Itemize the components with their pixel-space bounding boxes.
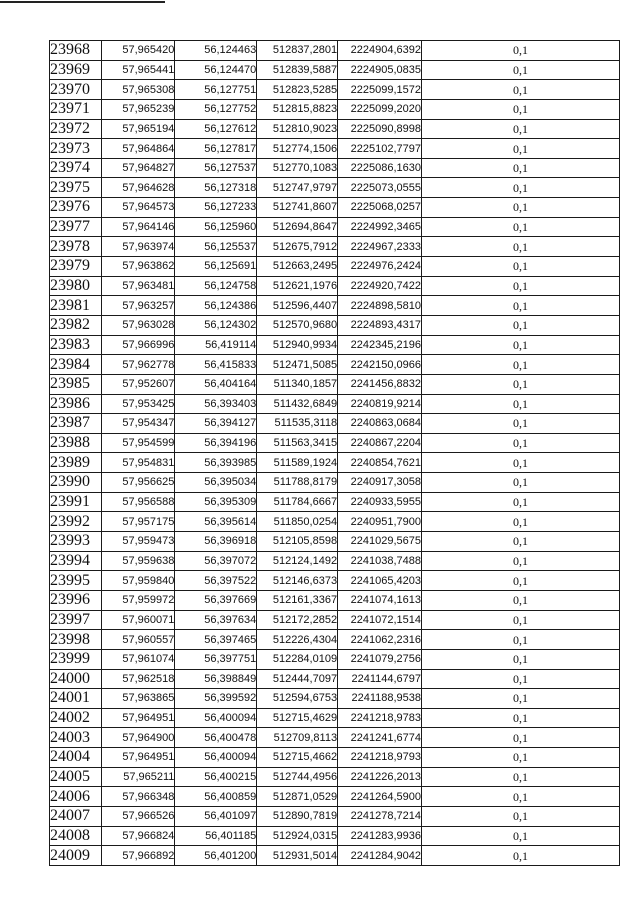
table-row xyxy=(50,551,620,571)
y-coordinate-cell: 2241079,2756 xyxy=(338,649,422,669)
x-coordinate-cell: 512741,8607 xyxy=(257,198,338,218)
latitude-cell: 57,962518 xyxy=(101,669,175,689)
table-row xyxy=(50,512,620,532)
x-coordinate-cell: 512744,4956 xyxy=(257,767,338,787)
y-coordinate-cell: 2240819,9214 xyxy=(338,394,422,414)
table-row xyxy=(50,217,620,237)
table-row xyxy=(50,414,620,434)
longitude-cell: 56,399592 xyxy=(175,689,257,709)
longitude-cell: 56,127752 xyxy=(175,99,257,119)
latitude-cell: 57,964573 xyxy=(101,198,175,218)
longitude-cell: 56,397751 xyxy=(175,649,257,669)
tolerance-cell: 0,1 xyxy=(422,335,620,355)
latitude-cell: 57,963028 xyxy=(101,315,175,335)
longitude-cell: 56,394196 xyxy=(175,433,257,453)
latitude-cell: 57,964900 xyxy=(101,728,175,748)
y-coordinate-cell: 2240867,2204 xyxy=(338,433,422,453)
tolerance-cell: 0,1 xyxy=(422,551,620,571)
tolerance-cell: 0,1 xyxy=(422,846,620,866)
longitude-cell: 56,415833 xyxy=(175,355,257,375)
longitude-cell: 56,400215 xyxy=(175,767,257,787)
x-coordinate-cell: 512890,7819 xyxy=(257,806,338,826)
tolerance-cell: 0,1 xyxy=(422,610,620,630)
table-row xyxy=(50,610,620,630)
longitude-cell: 56,401200 xyxy=(175,846,257,866)
latitude-cell: 57,959972 xyxy=(101,590,175,610)
table-row xyxy=(50,80,620,100)
tolerance-cell: 0,1 xyxy=(422,433,620,453)
longitude-cell: 56,124386 xyxy=(175,296,257,316)
tolerance-cell: 0,1 xyxy=(422,296,620,316)
longitude-cell: 56,397072 xyxy=(175,551,257,571)
point-number-cell: 23990 xyxy=(50,473,102,493)
latitude-cell: 57,965194 xyxy=(101,119,175,139)
y-coordinate-cell: 2225099,2020 xyxy=(338,99,422,119)
point-number-cell: 23994 xyxy=(50,551,102,571)
point-number-cell: 23976 xyxy=(50,198,102,218)
y-coordinate-cell: 2241218,9793 xyxy=(338,748,422,768)
x-coordinate-cell: 511788,8179 xyxy=(257,473,338,493)
table-row xyxy=(50,433,620,453)
longitude-cell: 56,400094 xyxy=(175,748,257,768)
latitude-cell: 57,961074 xyxy=(101,649,175,669)
x-coordinate-cell: 512810,9023 xyxy=(257,119,338,139)
y-coordinate-cell: 2240933,5955 xyxy=(338,492,422,512)
longitude-cell: 56,401185 xyxy=(175,826,257,846)
point-number-cell: 23984 xyxy=(50,355,102,375)
longitude-cell: 56,127233 xyxy=(175,198,257,218)
latitude-cell: 57,957175 xyxy=(101,512,175,532)
y-coordinate-cell: 2225090,8998 xyxy=(338,119,422,139)
longitude-cell: 56,127612 xyxy=(175,119,257,139)
table-row xyxy=(50,355,620,375)
table-row xyxy=(50,669,620,689)
latitude-cell: 57,965239 xyxy=(101,99,175,119)
y-coordinate-cell: 2224893,4317 xyxy=(338,315,422,335)
tolerance-cell: 0,1 xyxy=(422,355,620,375)
x-coordinate-cell: 512146,6373 xyxy=(257,571,338,591)
table-row xyxy=(50,374,620,394)
longitude-cell: 56,396918 xyxy=(175,532,257,552)
table-row xyxy=(50,630,620,650)
longitude-cell: 56,400094 xyxy=(175,708,257,728)
table-row xyxy=(50,473,620,493)
table-row xyxy=(50,571,620,591)
point-number-cell: 24003 xyxy=(50,728,102,748)
y-coordinate-cell: 2224967,2333 xyxy=(338,237,422,257)
point-number-cell: 23980 xyxy=(50,276,102,296)
tolerance-cell: 0,1 xyxy=(422,178,620,198)
y-coordinate-cell: 2240951,7900 xyxy=(338,512,422,532)
x-coordinate-cell: 512770,1083 xyxy=(257,158,338,178)
x-coordinate-cell: 512823,5285 xyxy=(257,80,338,100)
header-rule xyxy=(0,1,165,3)
y-coordinate-cell: 2241188,9538 xyxy=(338,689,422,709)
x-coordinate-cell: 512105,8598 xyxy=(257,532,338,552)
table-row xyxy=(50,198,620,218)
longitude-cell: 56,125537 xyxy=(175,237,257,257)
x-coordinate-cell: 511784,6667 xyxy=(257,492,338,512)
point-number-cell: 23974 xyxy=(50,158,102,178)
longitude-cell: 56,397522 xyxy=(175,571,257,591)
y-coordinate-cell: 2241029,5675 xyxy=(338,532,422,552)
point-number-cell: 24007 xyxy=(50,806,102,826)
longitude-cell: 56,127751 xyxy=(175,80,257,100)
latitude-cell: 57,966892 xyxy=(101,846,175,866)
x-coordinate-cell: 512924,0315 xyxy=(257,826,338,846)
tolerance-cell: 0,1 xyxy=(422,453,620,473)
tolerance-cell: 0,1 xyxy=(422,748,620,768)
table-row xyxy=(50,826,620,846)
tolerance-cell: 0,1 xyxy=(422,630,620,650)
point-number-cell: 23972 xyxy=(50,119,102,139)
table-row xyxy=(50,689,620,709)
longitude-cell: 56,124302 xyxy=(175,315,257,335)
tolerance-cell: 0,1 xyxy=(422,99,620,119)
latitude-cell: 57,964146 xyxy=(101,217,175,237)
table-row xyxy=(50,394,620,414)
x-coordinate-cell: 512931,5014 xyxy=(257,846,338,866)
latitude-cell: 57,956625 xyxy=(101,473,175,493)
latitude-cell: 57,959840 xyxy=(101,571,175,591)
table-row xyxy=(50,728,620,748)
longitude-cell: 56,124758 xyxy=(175,276,257,296)
y-coordinate-cell: 2241456,8832 xyxy=(338,374,422,394)
latitude-cell: 57,963862 xyxy=(101,257,175,277)
x-coordinate-cell: 512747,9797 xyxy=(257,178,338,198)
tolerance-cell: 0,1 xyxy=(422,158,620,178)
y-coordinate-cell: 2241062,2316 xyxy=(338,630,422,650)
y-coordinate-cell: 2241218,9783 xyxy=(338,708,422,728)
longitude-cell: 56,397465 xyxy=(175,630,257,650)
x-coordinate-cell: 512226,4304 xyxy=(257,630,338,650)
latitude-cell: 57,962778 xyxy=(101,355,175,375)
tolerance-cell: 0,1 xyxy=(422,669,620,689)
latitude-cell: 57,965441 xyxy=(101,60,175,80)
point-number-cell: 23996 xyxy=(50,590,102,610)
x-coordinate-cell: 512694,8647 xyxy=(257,217,338,237)
longitude-cell: 56,401097 xyxy=(175,806,257,826)
table-row xyxy=(50,119,620,139)
y-coordinate-cell: 2240854,7621 xyxy=(338,453,422,473)
point-number-cell: 23971 xyxy=(50,99,102,119)
latitude-cell: 57,963257 xyxy=(101,296,175,316)
point-number-cell: 23986 xyxy=(50,394,102,414)
tolerance-cell: 0,1 xyxy=(422,590,620,610)
tolerance-cell: 0,1 xyxy=(422,414,620,434)
table-row xyxy=(50,748,620,768)
point-number-cell: 23983 xyxy=(50,335,102,355)
latitude-cell: 57,965211 xyxy=(101,767,175,787)
table-row xyxy=(50,590,620,610)
point-number-cell: 23973 xyxy=(50,139,102,159)
tolerance-cell: 0,1 xyxy=(422,728,620,748)
y-coordinate-cell: 2240917,3058 xyxy=(338,473,422,493)
tolerance-cell: 0,1 xyxy=(422,826,620,846)
x-coordinate-cell: 511589,1924 xyxy=(257,453,338,473)
y-coordinate-cell: 2225099,1572 xyxy=(338,80,422,100)
latitude-cell: 57,954831 xyxy=(101,453,175,473)
y-coordinate-cell: 2242345,2196 xyxy=(338,335,422,355)
tolerance-cell: 0,1 xyxy=(422,198,620,218)
table-row xyxy=(50,41,620,61)
longitude-cell: 56,394127 xyxy=(175,414,257,434)
latitude-cell: 57,954347 xyxy=(101,414,175,434)
x-coordinate-cell: 512594,6753 xyxy=(257,689,338,709)
y-coordinate-cell: 2224976,2424 xyxy=(338,257,422,277)
latitude-cell: 57,966996 xyxy=(101,335,175,355)
table-row xyxy=(50,335,620,355)
point-number-cell: 23997 xyxy=(50,610,102,630)
latitude-cell: 57,963865 xyxy=(101,689,175,709)
x-coordinate-cell: 512471,5085 xyxy=(257,355,338,375)
longitude-cell: 56,397669 xyxy=(175,590,257,610)
x-coordinate-cell: 512774,1506 xyxy=(257,139,338,159)
tolerance-cell: 0,1 xyxy=(422,41,620,61)
latitude-cell: 57,966824 xyxy=(101,826,175,846)
y-coordinate-cell: 2241241,6774 xyxy=(338,728,422,748)
table-row xyxy=(50,806,620,826)
table-row xyxy=(50,257,620,277)
y-coordinate-cell: 2224992,3465 xyxy=(338,217,422,237)
y-coordinate-cell: 2224920,7422 xyxy=(338,276,422,296)
point-number-cell: 23985 xyxy=(50,374,102,394)
latitude-cell: 57,959473 xyxy=(101,532,175,552)
table-row xyxy=(50,158,620,178)
longitude-cell: 56,404164 xyxy=(175,374,257,394)
x-coordinate-cell: 512621,1976 xyxy=(257,276,338,296)
x-coordinate-cell: 512871,0529 xyxy=(257,787,338,807)
longitude-cell: 56,395309 xyxy=(175,492,257,512)
point-number-cell: 23969 xyxy=(50,60,102,80)
latitude-cell: 57,959638 xyxy=(101,551,175,571)
y-coordinate-cell: 2241144,6797 xyxy=(338,669,422,689)
x-coordinate-cell: 512663,2495 xyxy=(257,257,338,277)
y-coordinate-cell: 2240863,0684 xyxy=(338,414,422,434)
table-row xyxy=(50,649,620,669)
longitude-cell: 56,400478 xyxy=(175,728,257,748)
longitude-cell: 56,393985 xyxy=(175,453,257,473)
longitude-cell: 56,419114 xyxy=(175,335,257,355)
tolerance-cell: 0,1 xyxy=(422,649,620,669)
latitude-cell: 57,956588 xyxy=(101,492,175,512)
x-coordinate-cell: 512815,8823 xyxy=(257,99,338,119)
x-coordinate-cell: 512715,4662 xyxy=(257,748,338,768)
longitude-cell: 56,397634 xyxy=(175,610,257,630)
y-coordinate-cell: 2241072,1514 xyxy=(338,610,422,630)
y-coordinate-cell: 2241226,2013 xyxy=(338,767,422,787)
longitude-cell: 56,400859 xyxy=(175,787,257,807)
point-number-cell: 23988 xyxy=(50,433,102,453)
point-number-cell: 23993 xyxy=(50,532,102,552)
longitude-cell: 56,124463 xyxy=(175,41,257,61)
point-number-cell: 24006 xyxy=(50,787,102,807)
x-coordinate-cell: 511563,3415 xyxy=(257,433,338,453)
x-coordinate-cell: 512124,1492 xyxy=(257,551,338,571)
latitude-cell: 57,964951 xyxy=(101,748,175,768)
latitude-cell: 57,960071 xyxy=(101,610,175,630)
x-coordinate-cell: 512715,4629 xyxy=(257,708,338,728)
table-row xyxy=(50,139,620,159)
x-coordinate-cell: 512709,8113 xyxy=(257,728,338,748)
x-coordinate-cell: 512596,4407 xyxy=(257,296,338,316)
latitude-cell: 57,964951 xyxy=(101,708,175,728)
table-row xyxy=(50,532,620,552)
tolerance-cell: 0,1 xyxy=(422,60,620,80)
table-row xyxy=(50,237,620,257)
longitude-cell: 56,393403 xyxy=(175,394,257,414)
longitude-cell: 56,127318 xyxy=(175,178,257,198)
table-row xyxy=(50,787,620,807)
tolerance-cell: 0,1 xyxy=(422,80,620,100)
point-number-cell: 23968 xyxy=(50,41,102,61)
y-coordinate-cell: 2224905,0835 xyxy=(338,60,422,80)
y-coordinate-cell: 2224898,5810 xyxy=(338,296,422,316)
point-number-cell: 24000 xyxy=(50,669,102,689)
x-coordinate-cell: 512444,7097 xyxy=(257,669,338,689)
tolerance-cell: 0,1 xyxy=(422,217,620,237)
point-number-cell: 23977 xyxy=(50,217,102,237)
point-number-cell: 24002 xyxy=(50,708,102,728)
latitude-cell: 57,964827 xyxy=(101,158,175,178)
latitude-cell: 57,960557 xyxy=(101,630,175,650)
latitude-cell: 57,964628 xyxy=(101,178,175,198)
latitude-cell: 57,953425 xyxy=(101,394,175,414)
tolerance-cell: 0,1 xyxy=(422,374,620,394)
y-coordinate-cell: 2241278,7214 xyxy=(338,806,422,826)
tolerance-cell: 0,1 xyxy=(422,315,620,335)
coordinates-table-body xyxy=(50,41,620,866)
y-coordinate-cell: 2225102,7797 xyxy=(338,139,422,159)
y-coordinate-cell: 2241065,4203 xyxy=(338,571,422,591)
y-coordinate-cell: 2241264,5900 xyxy=(338,787,422,807)
table-row xyxy=(50,178,620,198)
y-coordinate-cell: 2225086,1630 xyxy=(338,158,422,178)
latitude-cell: 57,963974 xyxy=(101,237,175,257)
tolerance-cell: 0,1 xyxy=(422,787,620,807)
longitude-cell: 56,125691 xyxy=(175,257,257,277)
point-number-cell: 23999 xyxy=(50,649,102,669)
point-number-cell: 24008 xyxy=(50,826,102,846)
point-number-cell: 23981 xyxy=(50,296,102,316)
tolerance-cell: 0,1 xyxy=(422,119,620,139)
point-number-cell: 23995 xyxy=(50,571,102,591)
latitude-cell: 57,952607 xyxy=(101,374,175,394)
table-row xyxy=(50,846,620,866)
tolerance-cell: 0,1 xyxy=(422,571,620,591)
y-coordinate-cell: 2241283,9936 xyxy=(338,826,422,846)
tolerance-cell: 0,1 xyxy=(422,492,620,512)
tolerance-cell: 0,1 xyxy=(422,394,620,414)
latitude-cell: 57,963481 xyxy=(101,276,175,296)
coordinates-table xyxy=(49,40,620,866)
table-row xyxy=(50,60,620,80)
x-coordinate-cell: 512161,3367 xyxy=(257,590,338,610)
point-number-cell: 23975 xyxy=(50,178,102,198)
x-coordinate-cell: 512940,9934 xyxy=(257,335,338,355)
point-number-cell: 23989 xyxy=(50,453,102,473)
x-coordinate-cell: 512675,7912 xyxy=(257,237,338,257)
point-number-cell: 23978 xyxy=(50,237,102,257)
y-coordinate-cell: 2242150,0966 xyxy=(338,355,422,375)
table-row xyxy=(50,276,620,296)
tolerance-cell: 0,1 xyxy=(422,708,620,728)
longitude-cell: 56,127817 xyxy=(175,139,257,159)
y-coordinate-cell: 2241074,1613 xyxy=(338,590,422,610)
tolerance-cell: 0,1 xyxy=(422,237,620,257)
point-number-cell: 23992 xyxy=(50,512,102,532)
y-coordinate-cell: 2225073,0555 xyxy=(338,178,422,198)
tolerance-cell: 0,1 xyxy=(422,512,620,532)
latitude-cell: 57,954599 xyxy=(101,433,175,453)
point-number-cell: 23982 xyxy=(50,315,102,335)
x-coordinate-cell: 512570,9680 xyxy=(257,315,338,335)
longitude-cell: 56,127537 xyxy=(175,158,257,178)
x-coordinate-cell: 511850,0254 xyxy=(257,512,338,532)
table-row xyxy=(50,296,620,316)
point-number-cell: 23998 xyxy=(50,630,102,650)
longitude-cell: 56,125960 xyxy=(175,217,257,237)
y-coordinate-cell: 2224904,6392 xyxy=(338,41,422,61)
y-coordinate-cell: 2241038,7488 xyxy=(338,551,422,571)
tolerance-cell: 0,1 xyxy=(422,473,620,493)
tolerance-cell: 0,1 xyxy=(422,767,620,787)
x-coordinate-cell: 511535,3118 xyxy=(257,414,338,434)
x-coordinate-cell: 512837,2801 xyxy=(257,41,338,61)
tolerance-cell: 0,1 xyxy=(422,257,620,277)
point-number-cell: 24004 xyxy=(50,748,102,768)
table-row xyxy=(50,767,620,787)
point-number-cell: 24001 xyxy=(50,689,102,709)
latitude-cell: 57,966348 xyxy=(101,787,175,807)
tolerance-cell: 0,1 xyxy=(422,806,620,826)
tolerance-cell: 0,1 xyxy=(422,532,620,552)
table-row xyxy=(50,453,620,473)
table-row xyxy=(50,99,620,119)
table-row xyxy=(50,708,620,728)
point-number-cell: 24005 xyxy=(50,767,102,787)
y-coordinate-cell: 2225068,0257 xyxy=(338,198,422,218)
table-row xyxy=(50,492,620,512)
point-number-cell: 24009 xyxy=(50,846,102,866)
tolerance-cell: 0,1 xyxy=(422,276,620,296)
y-coordinate-cell: 2241284,9042 xyxy=(338,846,422,866)
point-number-cell: 23979 xyxy=(50,257,102,277)
latitude-cell: 57,964864 xyxy=(101,139,175,159)
tolerance-cell: 0,1 xyxy=(422,689,620,709)
x-coordinate-cell: 511340,1857 xyxy=(257,374,338,394)
latitude-cell: 57,965308 xyxy=(101,80,175,100)
x-coordinate-cell: 512284,0109 xyxy=(257,649,338,669)
x-coordinate-cell: 512172,2852 xyxy=(257,610,338,630)
longitude-cell: 56,124470 xyxy=(175,60,257,80)
tolerance-cell: 0,1 xyxy=(422,139,620,159)
latitude-cell: 57,966526 xyxy=(101,806,175,826)
point-number-cell: 23991 xyxy=(50,492,102,512)
latitude-cell: 57,965420 xyxy=(101,41,175,61)
longitude-cell: 56,395034 xyxy=(175,473,257,493)
table-row xyxy=(50,315,620,335)
point-number-cell: 23970 xyxy=(50,80,102,100)
x-coordinate-cell: 512839,5887 xyxy=(257,60,338,80)
x-coordinate-cell: 511432,6849 xyxy=(257,394,338,414)
longitude-cell: 56,395614 xyxy=(175,512,257,532)
point-number-cell: 23987 xyxy=(50,414,102,434)
longitude-cell: 56,398849 xyxy=(175,669,257,689)
